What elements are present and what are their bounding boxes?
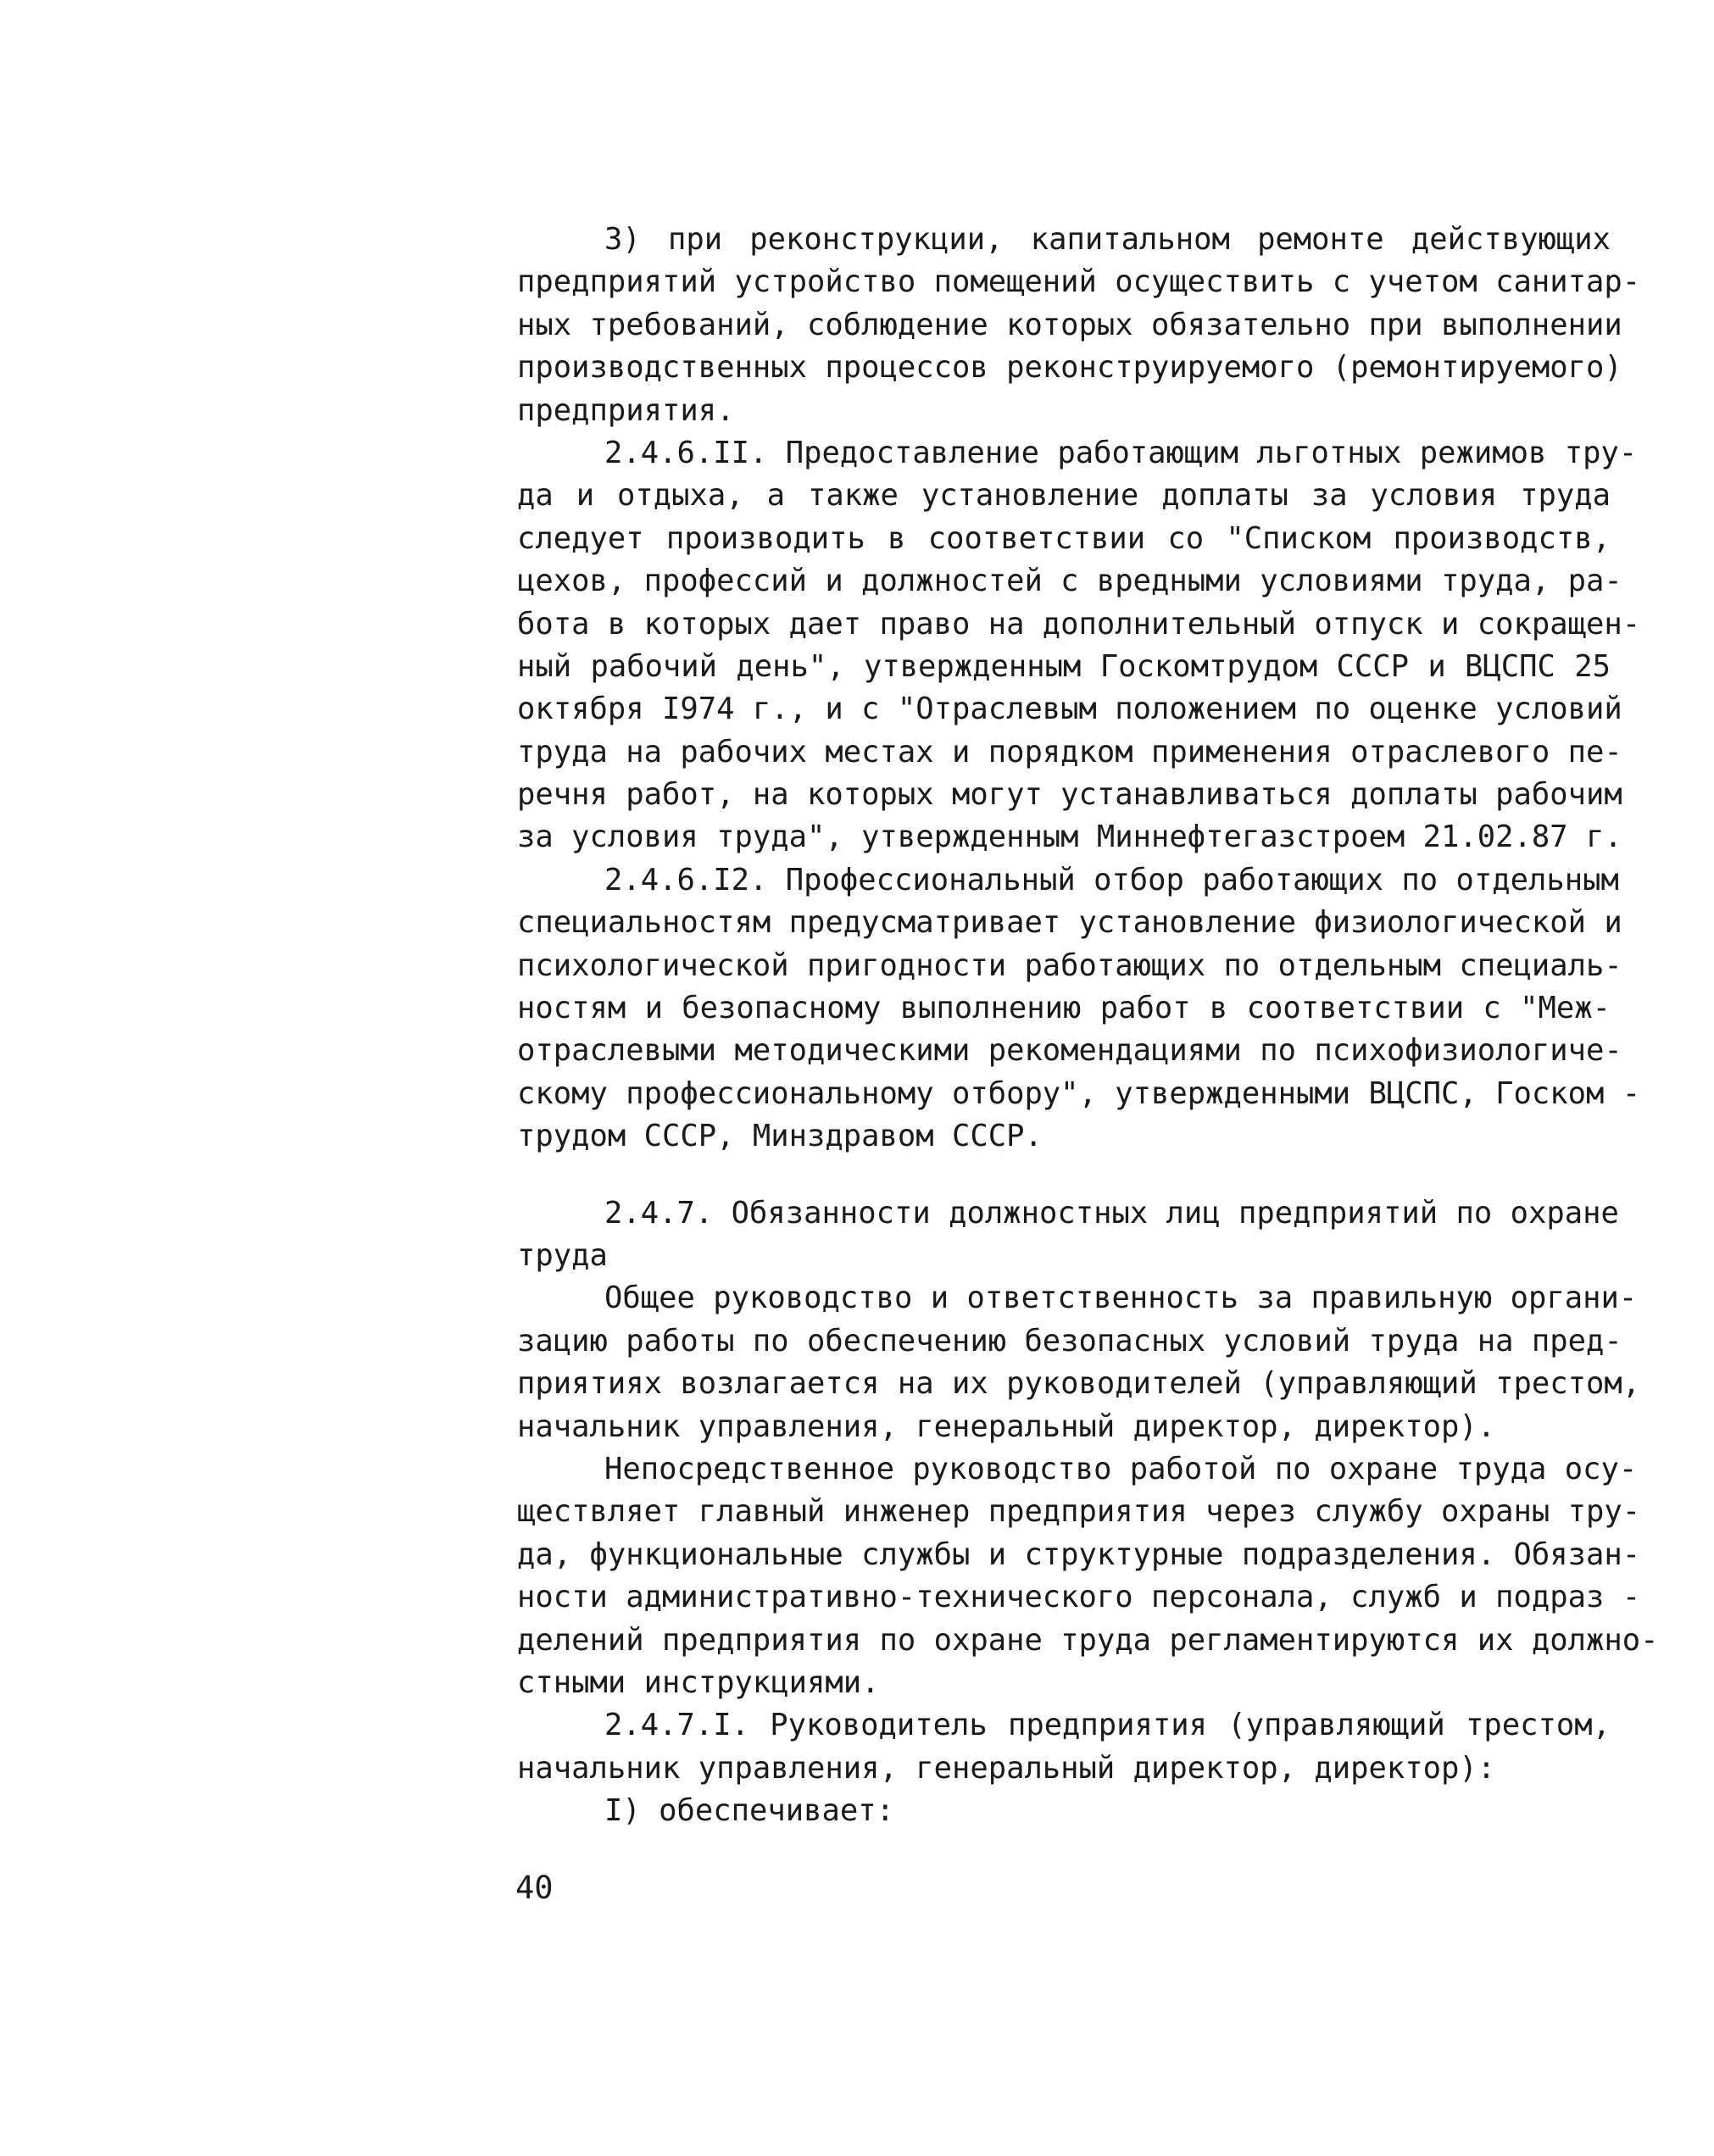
text-line: специальностям предусматривает установление физиологической и — [517, 905, 1622, 941]
text-line: да, функциональные службы и структурные подразделения. Обязан- — [517, 1536, 1641, 1572]
text-line: Непосредственное руководство работой по охране труда осу- — [604, 1451, 1638, 1486]
text-line: да и отдыха, а также установление доплаты за условия труда — [517, 478, 1611, 514]
paragraph — [517, 1790, 1611, 1832]
text-line: Общее руководство и ответственность за правильную органи- — [604, 1281, 1638, 1316]
text-line: цехов, профессий и должностей с вредными условиями труда, ра- — [517, 564, 1622, 599]
text-line: стными инструкциями. — [517, 1664, 880, 1700]
text-line: производственных процессов реконструируемого (ремонтируемого) — [517, 350, 1622, 386]
text-line: предприятия. — [517, 392, 735, 428]
text-line: 2.4.6.II. Предоставление работающим льготных режимов тру- — [604, 435, 1638, 470]
section-gap — [517, 1159, 1611, 1192]
text-line: делений предприятия по охране труда регламентируются их должно- — [517, 1622, 1659, 1658]
text-line: октября I974 г., и с "Отраслевым положением по оценке условий — [517, 692, 1622, 727]
text-line: ный рабочий день", утвержденным Госкомтрудом СССР и ВЦСПС 25 — [517, 648, 1611, 684]
text-line: ностям и безопасному выполнению работ в соответствии с "Меж- — [517, 991, 1611, 1026]
paragraph — [517, 859, 1641, 1159]
text-line: приятиях возлагается на их руководителей (управляющий трестом, — [517, 1366, 1641, 1402]
text-line: бота в которых дает право на дополнительный отпуск и сокращен- — [517, 606, 1641, 642]
paragraph — [517, 1704, 1611, 1790]
text-line: предприятий устройство помещений осуществить с учетом санитар- — [517, 264, 1641, 300]
text-line: 2.4.7.I. Руководитель предприятия (управляющий трестом, — [604, 1708, 1611, 1743]
text-line: трудом СССР, Минздравом СССР. — [517, 1119, 1043, 1154]
section-heading — [517, 1192, 1619, 1278]
text-line: труда — [517, 1237, 608, 1273]
paragraph — [517, 1448, 1659, 1704]
text-line: речня работ, на которых могут устанавливаться доплаты рабочим — [517, 777, 1622, 813]
paragraph — [517, 432, 1641, 859]
text-line: ществляет главный инженер предприятия через службу охраны тру- — [517, 1494, 1641, 1530]
body-text — [517, 219, 1659, 1832]
text-line: ных требований, соблюдение которых обязательно при выполнении — [517, 307, 1622, 342]
text-line: зацию работы по обеспечению безопасных условий труда на пред- — [517, 1323, 1622, 1359]
text-line: за условия труда", утвержденным Миннефтегазстроем 21.02.87 г. — [517, 820, 1622, 855]
text-line: труда на рабочих местах и порядком применения отраслевого пе- — [517, 734, 1622, 770]
text-line: 2.4.7. Обязанности должностных лиц предприятий по охране — [604, 1195, 1619, 1231]
text-line: 3) при реконструкции, капитальном ремонте действующих — [604, 222, 1611, 257]
text-line: отраслевыми методическими рекомендациями по психофизиологиче- — [517, 1033, 1622, 1069]
text-line: I) обеспечивает: — [604, 1793, 894, 1829]
text-line: начальник управления, генеральный директор, директор): — [517, 1750, 1496, 1786]
text-line: скому профессиональному отбору", утвержденными ВЦСПС, Госком - — [517, 1075, 1641, 1111]
text-line: следует производить в соответствии со "Списком производств, — [517, 520, 1611, 556]
paragraph — [517, 219, 1641, 432]
text-line: ности административно-технического персонала, служб и подраз - — [517, 1580, 1641, 1615]
page-number: 40 — [515, 1870, 554, 1906]
text-line: психологической пригодности работающих по отдельным специаль- — [517, 947, 1622, 983]
text-line: 2.4.6.I2. Профессиональный отбор работающих по отдельным — [604, 862, 1619, 897]
paragraph — [517, 1277, 1641, 1448]
text-line: начальник управления, генеральный директор, директор). — [517, 1409, 1496, 1444]
